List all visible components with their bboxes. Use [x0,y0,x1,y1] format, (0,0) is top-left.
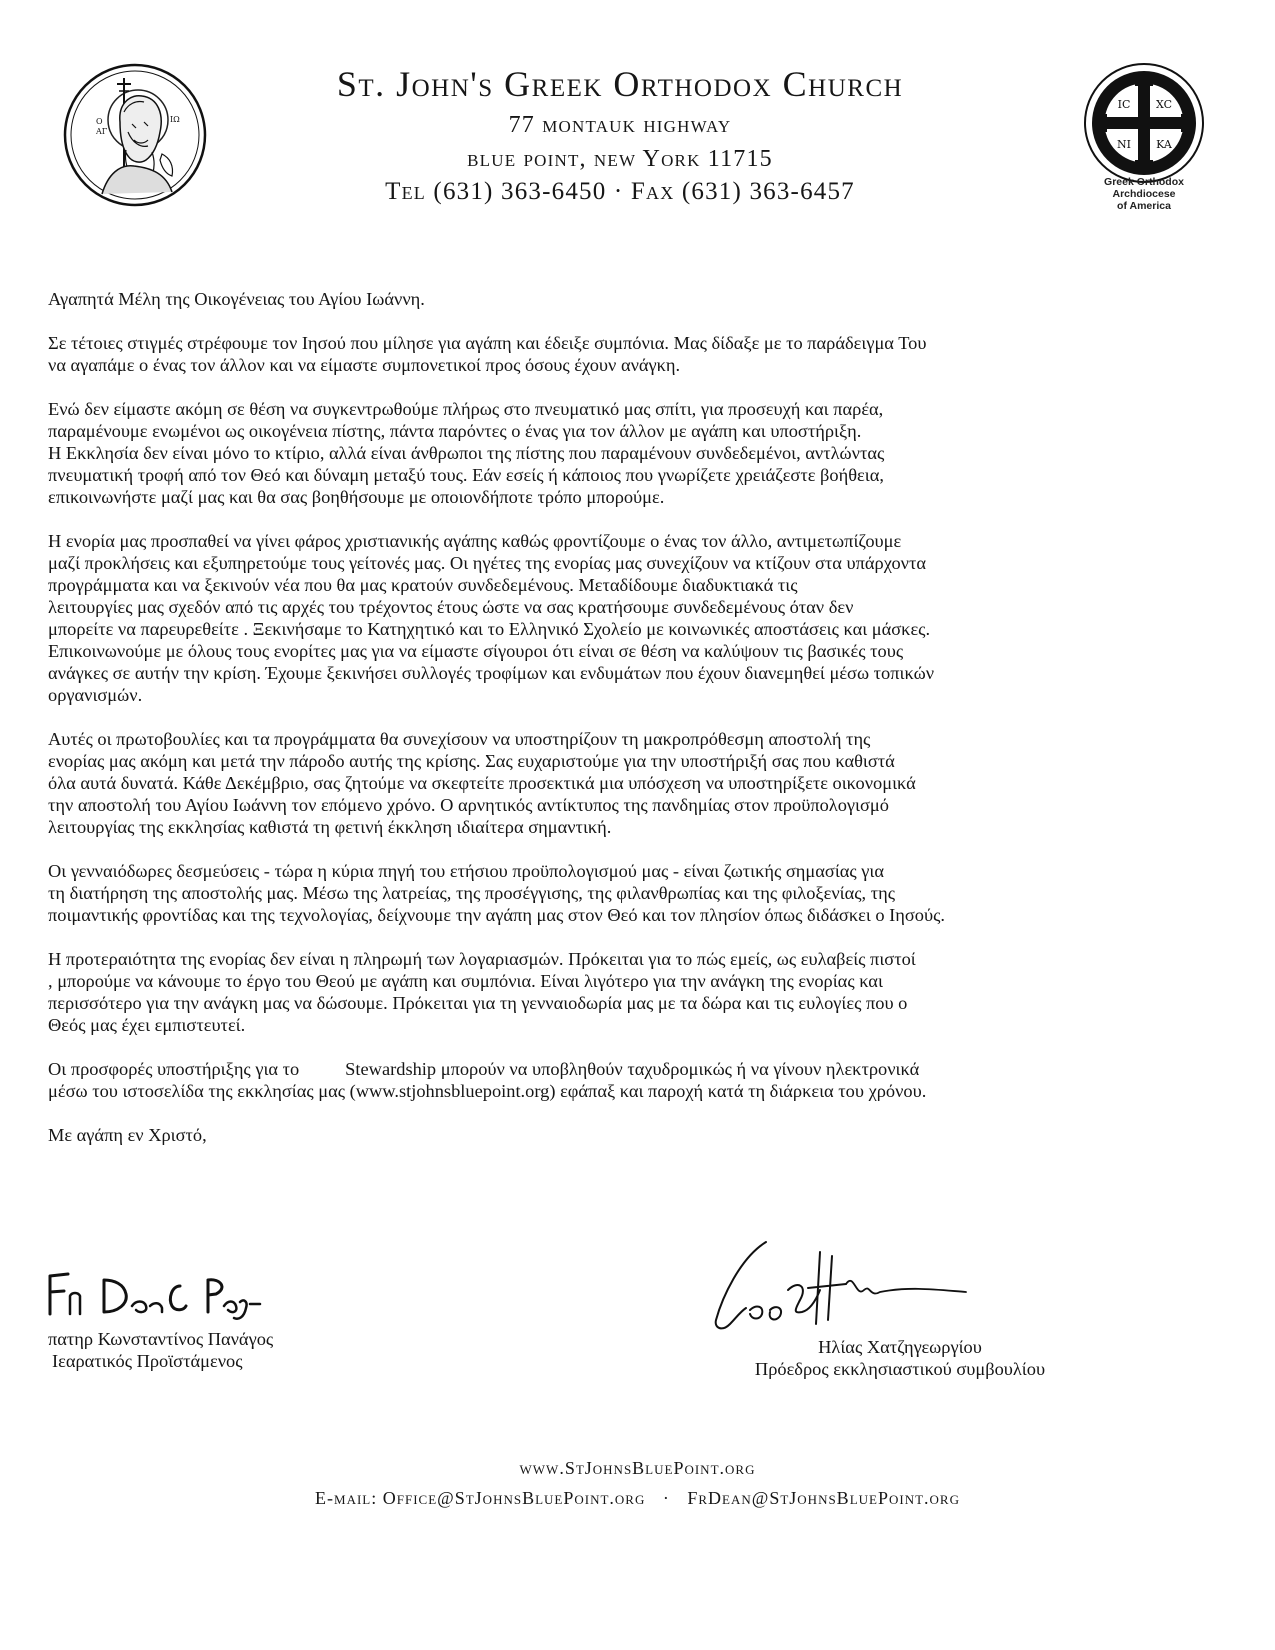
phone-fax: Tel (631) 363-6450 · Fax (631) 363-6457 [385,178,855,205]
paragraph-line: Αυτές οι πρωτοβουλίες και τα προγράμματα θα συνεχίσουν να υποστηρίζουν τη μακροπρόθεσμη αποστολή της [48,729,871,749]
paragraph-line: την αποστολή του Αγίου Ιωάννη τον επόμενο χρόνο. Ο αρνητικός αντίκτυπος της πανδημίας στον προϋπολογισμό [48,795,889,815]
seal-letter-ni: NI [1117,138,1131,151]
saint-john-icon [62,62,208,208]
paragraph-line: παραμένουμε ενωμένοι ως οικογένεια πίστης, πάντα παρόντες ο ένας για τον άλλον με αγάπη και υποστήριξη. [48,421,862,441]
paragraph-line: ενορίας μας ακόμη και μετά την πάροδο αυτής της κρίσης. Σας ευχαριστούμε για την υποστήριξή σας που καθιστά [48,751,895,771]
letter-footer [0,1455,1275,1511]
priest-email-link[interactable]: FrDean@StJohnsBluePoint.org [687,1488,960,1508]
paragraph-line: όλα αυτά δυνατά. Κάθε Δεκέμβριο, σας ζητούμε να σκεφτείτε προσεκτικά μια υπόσχεση να υποστηρίξετε οικονομικά [48,773,916,793]
paragraph-line: Θεός μας έχει εμπιστευτεί. [48,1015,246,1035]
office-email-link[interactable]: Office@StJohnsBluePoint.org [382,1488,646,1508]
paragraph-line: προγράμματα και να ξεκινούν νέα που θα μας κρατούν συνδεδεμένους. Μεταδίδουμε διαδυκτιακά τις [48,575,798,595]
letter-paragraph [48,860,1228,926]
paragraph-line: μαζί προκλήσεις και εξυπηρετούμε τους γείτονές μας. Οι ηγέτες της ενορίας μας συνεχίζουν να κτίζουν στα υπάρχοντα [48,553,927,573]
letterhead [0,0,1275,250]
paragraph-line: Η Εκκλησία δεν είναι μόνο το κτίριο, αλλά είναι άνθρωποι της πίστης που παραμένουν συνδεδεμένοι, αντλώντας [48,443,885,463]
svg-text:Ο: Ο [96,117,103,126]
paragraph-line: Η ενορία μας προσπαθεί να γίνει φάρος χριστιανικής αγάπης καθώς φροντίζουμε ο ένας τον άλλο, αντιμετωπίζουμε [48,531,902,551]
priest-title: Ιεαρατικός Προϊστάμενος [52,1351,243,1371]
signature-block-priest [44,1262,444,1372]
priest-handwritten-signature [44,1262,264,1322]
signature-block-president [670,1228,1190,1379]
letter-paragraphs [48,332,1228,1102]
paragraph-line: λειτουργίας της εκκλησίας καθιστά τη φετινή έκκληση ιδιαίτερα σημαντική. [48,817,612,837]
paragraph-line: Οι γενναιόδωρες δεσμεύσεις - τώρα η κύρια πηγή του ετήσιου προϋπολογισμού μας - είναι ζωτικής σημασίας για [48,861,885,881]
letter-paragraph [48,398,1228,508]
paragraph-line: τη διατήρηση της αποστολής μας. Μέσω της λατρείας, της προσέγγισης, της φιλανθρωπίας και της φιλοξενίας, της [48,883,895,903]
paragraph-line: Ενώ δεν είμαστε ακόμη σε θέση να συγκεντρωθούμε πλήρως στο πνευματικό μας σπίτι, για προσευχή και παρέα, [48,399,884,419]
letter-paragraph [48,530,1228,706]
paragraph-line: οργανισμών. [48,685,143,705]
seal-caption [1060,176,1228,212]
seal-letter-ka: KA [1156,138,1172,151]
letter-paragraph [48,332,1228,376]
letter-body [48,288,1228,1168]
president-handwritten-signature [670,1228,970,1338]
paragraph-line: να αγαπάμε ο ένας τον άλλον και να είμαστε συμπονετικοί προς όσους έχουν ανάγκη. [48,355,681,375]
paragraph-line: Η προτεραιότητα της ενορίας δεν είναι η πληρωμή των λογαριασμών. Πρόκειται για το πώς εμείς, ως ευλαβείς πιστοί [48,949,916,969]
website-link[interactable]: www.StJohnsBluePoint.org [519,1458,756,1478]
letter-paragraph [48,728,1228,838]
paragraph-line: Οι προσφορές υποστήριξης για το Stewardship μπορούν να υποβληθούν ταχυδρομικώς ή να γίνουν ηλεκτρονικά [48,1059,920,1079]
seal-caption-line: Archdiocese [1112,188,1176,200]
letter-paragraph [48,1058,1228,1102]
president-name: Ηλίας Χατζηγεωργίου [818,1337,982,1357]
footer-separator: · [662,1488,670,1508]
paragraph-line: επικοινωνήστε μαζί μας και θα σας βοηθήσουμε με οποιονδήποτε τρόπο μπορούμε. [48,487,665,507]
letter-paragraph [48,948,1228,1036]
paragraph-line: , μπορούμε να κάνουμε το έργο του Θεού με αγάπη και συμπόνια. Είναι λιγότερο για την ανάγκη της ενορίας και [48,971,883,991]
paragraph-line: Σε τέτοιες στιγμές στρέφουμε τον Ιησού που μίλησε για αγάπη και έδειξε συμπόνια. Μας δίδαξε με το παράδειγμα Του [48,333,927,353]
address-city: blue point, new York 11715 [467,146,773,172]
seal-caption-line: Greek Orthodox [1104,176,1184,188]
president-title: Πρόεδρος εκκλησιαστικού συμβουλίου [754,1359,1046,1379]
address-street: 77 montauk highway [508,112,732,138]
archdiocese-seal-icon [1083,62,1205,184]
seal-caption-line: of America [1117,200,1171,212]
president-text [680,1336,1120,1380]
closing: Με αγάπη εν Χριστό, [48,1125,207,1145]
email-line [0,1485,1275,1511]
church-name: St. John's Greek Orthodox Church [336,64,904,104]
paragraph-line: Επικοινωνούμε με όλους τους ενορίτες μας για να είμαστε σίγουροι ότι είναι σε θέση να καλύψουν τις βασικές τους [48,641,904,661]
paragraph-line: μπορείτε να παρευρεθείτε . Ξεκινήσαμε το Κατηχητικό και το Ελληνικό Σχολείο με κοινωνικές αποστάσεις και μάσκες. [48,619,931,639]
paragraph-line: λειτουργίες μας σχεδόν από τις αρχές του τρέχοντος έτους ώστε να σας κρατήσουμε συνδεδεμένους όταν δεν [48,597,854,617]
priest-name: πατηρ Κωνσταντίνος Πανάγος [48,1329,274,1349]
paragraph-line: περισσότερο για την ανάγκη μας να δώσουμε. Πρόκειται για τη γενναιοδωρία μας με τα δώρα και τις ευλογίες που ο [48,993,908,1013]
svg-text:ΑΓ: ΑΓ [96,127,108,136]
email-label: E-mail: [315,1488,378,1508]
svg-text:ΙΩ: ΙΩ [170,115,180,124]
seal-letter-ic: IC [1117,98,1131,111]
paragraph-line: μέσω του ιστοσελίδα της εκκλησίας μας (www.stjohnsbluepoint.org) εφάπαξ και παροχή κατά τη διάρκεια του χρόνου. [48,1081,927,1101]
seal-letter-xc: XC [1155,98,1173,111]
greeting: Αγαπητά Μέλη της Οικογένειας του Αγίου Ιωάννη. [48,289,425,309]
paragraph-line: πνευματική τροφή από τον Θεό και δύναμη μεταξύ τους. Εάν εσείς ή κάποιος που γνωρίζετε χρειάζεστε βοήθεια, [48,465,884,485]
paragraph-line: ποιμαντικής φροντίδας και της τεχνολογίας, δείχνουμε την αγάπη μας στον Θεό και τον πλησίον όπως διδάσκει ο Ιησούς. [48,905,945,925]
paragraph-line: ανάγκες σε αυτήν την κρίση. Έχουμε ξεκινήσει συλλογές τροφίμων και ενδυμάτων που έχουν διανεμηθεί μέσω τοπικών [48,663,935,683]
